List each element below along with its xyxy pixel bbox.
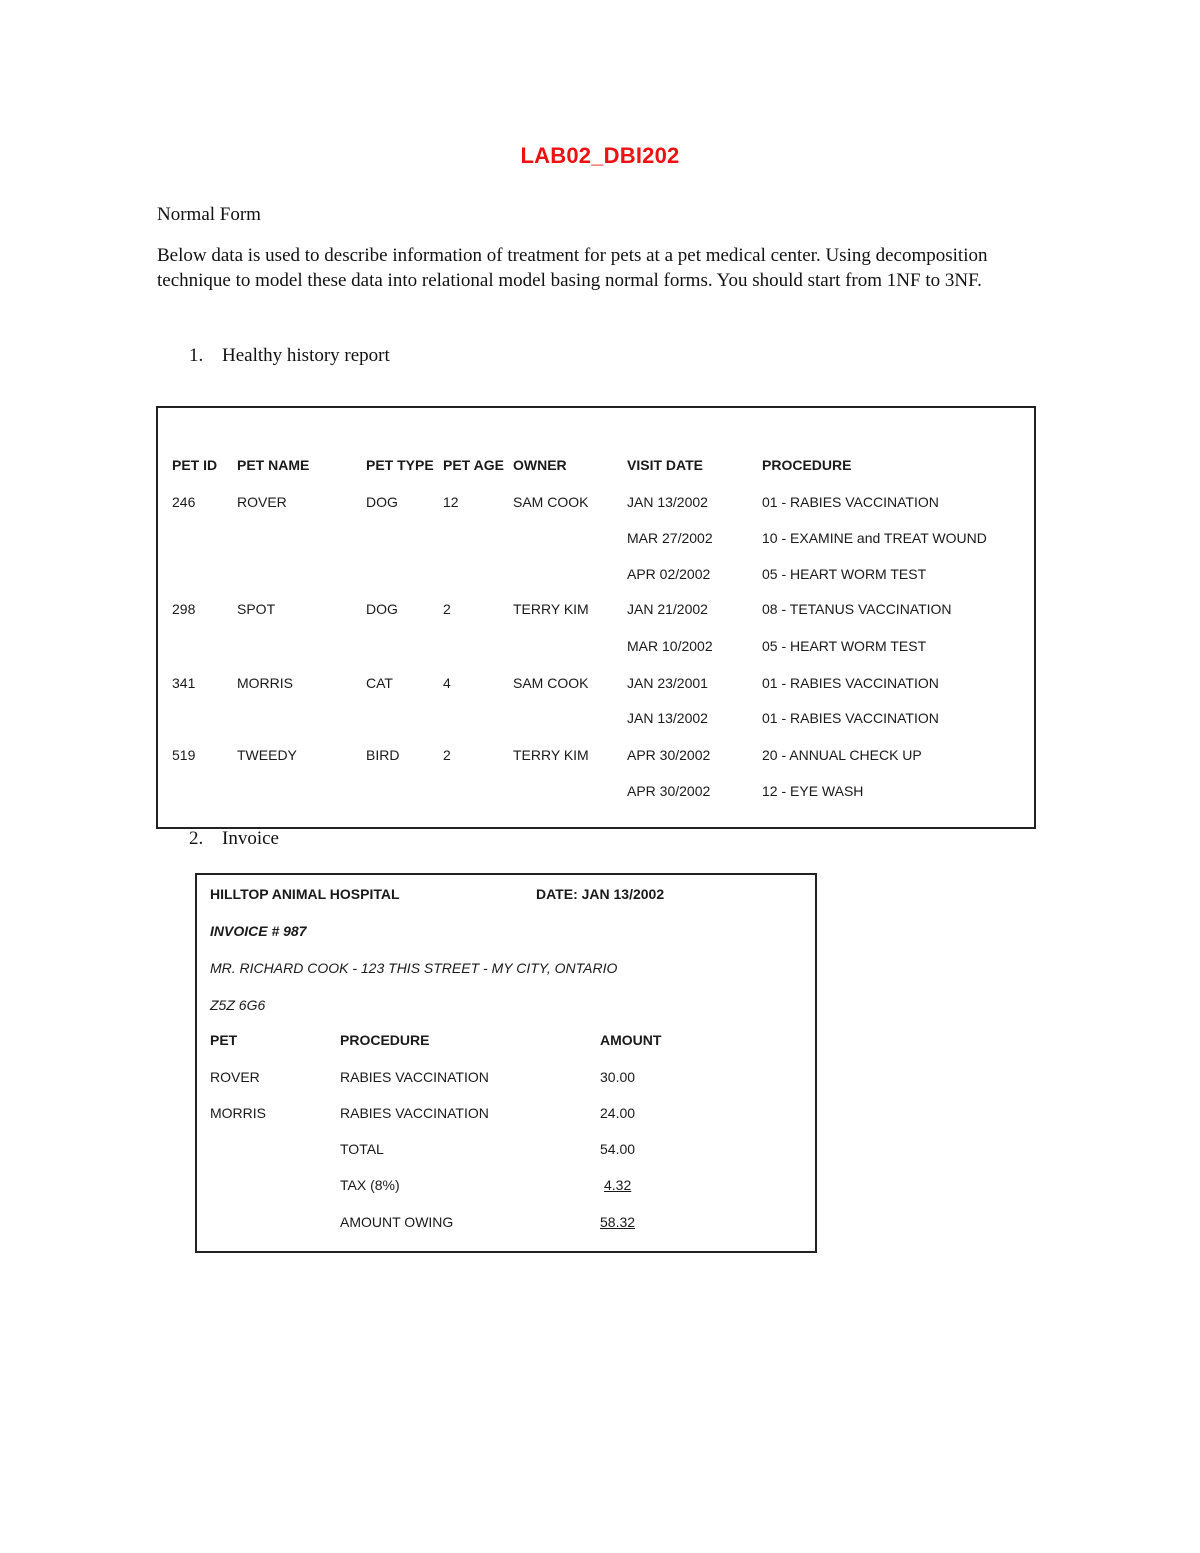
history-cell-pet-type: CAT bbox=[366, 675, 393, 691]
subtitle: Normal Form bbox=[157, 204, 261, 225]
history-cell-pet-age: 12 bbox=[443, 494, 459, 510]
history-cell-pet-name: MORRIS bbox=[237, 675, 293, 691]
history-cell-pet-name: TWEEDY bbox=[237, 747, 297, 763]
invoice-date: DATE: JAN 13/2002 bbox=[536, 886, 665, 902]
history-cell-visit-date: APR 30/2002 bbox=[627, 747, 711, 763]
history-cell-owner: TERRY KIM bbox=[513, 601, 589, 617]
history-cell-owner: TERRY KIM bbox=[513, 747, 589, 763]
invoice-item-procedure: RABIES VACCINATION bbox=[340, 1105, 489, 1121]
history-cell-visit-date: JAN 13/2002 bbox=[627, 494, 708, 510]
history-cell-visit-date: APR 02/2002 bbox=[627, 566, 711, 582]
history-cell-visit-date: APR 30/2002 bbox=[627, 783, 711, 799]
history-cell-pet-type: BIRD bbox=[366, 747, 400, 763]
history-cell-pet-age: 4 bbox=[443, 675, 451, 691]
history-cell-visit-date: JAN 21/2002 bbox=[627, 601, 708, 617]
invoice-item-procedure: RABIES VACCINATION bbox=[340, 1069, 489, 1085]
history-cell-pet-id: 246 bbox=[172, 494, 196, 510]
history-cell-procedure: 05 - HEART WORM TEST bbox=[762, 638, 927, 654]
invoice-item-amount: 30.00 bbox=[600, 1069, 636, 1085]
history-header-procedure: PROCEDURE bbox=[762, 457, 852, 473]
invoice-item-amount: 24.00 bbox=[600, 1105, 636, 1121]
history-cell-owner: SAM COOK bbox=[513, 675, 589, 691]
invoice-header-procedure: PROCEDURE bbox=[340, 1032, 430, 1048]
history-header-pet-age: PET AGE bbox=[443, 457, 504, 473]
section-label: Invoice bbox=[222, 828, 279, 849]
history-header-visit-date: VISIT DATE bbox=[627, 457, 703, 473]
intro-line-2: technique to model these data into relational model basing normal forms. You should start from 1NF to 3NF. bbox=[157, 270, 982, 291]
history-cell-owner: SAM COOK bbox=[513, 494, 589, 510]
invoice-total-label: TOTAL bbox=[340, 1141, 384, 1157]
history-cell-pet-age: 2 bbox=[443, 601, 451, 617]
invoice-owing-label: AMOUNT OWING bbox=[340, 1214, 454, 1230]
history-cell-visit-date: MAR 27/2002 bbox=[627, 530, 713, 546]
invoice-header-amount: AMOUNT bbox=[600, 1032, 662, 1048]
history-cell-procedure: 10 - EXAMINE and TREAT WOUND bbox=[762, 530, 987, 546]
section-number: 2. bbox=[189, 828, 204, 849]
history-cell-pet-id: 519 bbox=[172, 747, 196, 763]
history-cell-visit-date: MAR 10/2002 bbox=[627, 638, 713, 654]
history-cell-pet-type: DOG bbox=[366, 494, 398, 510]
invoice-owing: 58.32 bbox=[600, 1214, 636, 1230]
section-number: 1. bbox=[189, 345, 204, 366]
history-cell-procedure: 08 - TETANUS VACCINATION bbox=[762, 601, 952, 617]
invoice-address-line-1: MR. RICHARD COOK - 123 THIS STREET - MY CITY, ONTARIO bbox=[210, 960, 618, 976]
invoice-number: INVOICE # 987 bbox=[210, 923, 307, 939]
invoice-hospital-name: HILLTOP ANIMAL HOSPITAL bbox=[210, 886, 400, 902]
document-title: LAB02_DBI202 bbox=[520, 143, 680, 168]
section-label: Healthy history report bbox=[222, 345, 390, 366]
history-cell-pet-id: 298 bbox=[172, 601, 196, 617]
history-cell-pet-type: DOG bbox=[366, 601, 398, 617]
invoice-item-pet: ROVER bbox=[210, 1069, 260, 1085]
invoice-tax: 4.32 bbox=[604, 1177, 632, 1193]
invoice-item-pet: MORRIS bbox=[210, 1105, 266, 1121]
history-cell-procedure: 01 - RABIES VACCINATION bbox=[762, 675, 939, 691]
history-cell-procedure: 20 - ANNUAL CHECK UP bbox=[762, 747, 922, 763]
history-header-owner: OWNER bbox=[513, 457, 567, 473]
history-header-pet-id: PET ID bbox=[172, 457, 218, 473]
section-1-heading bbox=[189, 345, 390, 367]
invoice-address-line-2: Z5Z 6G6 bbox=[210, 997, 266, 1013]
history-cell-procedure: 01 - RABIES VACCINATION bbox=[762, 494, 939, 510]
history-cell-visit-date: JAN 13/2002 bbox=[627, 710, 708, 726]
invoice-total: 54.00 bbox=[600, 1141, 636, 1157]
intro-paragraph bbox=[157, 243, 1037, 293]
history-cell-visit-date: JAN 23/2001 bbox=[627, 675, 708, 691]
history-cell-pet-name: SPOT bbox=[237, 601, 276, 617]
history-cell-procedure: 01 - RABIES VACCINATION bbox=[762, 710, 939, 726]
history-header-pet-name: PET NAME bbox=[237, 457, 310, 473]
history-cell-pet-name: ROVER bbox=[237, 494, 287, 510]
section-2-heading bbox=[189, 828, 279, 850]
history-cell-procedure: 05 - HEART WORM TEST bbox=[762, 566, 927, 582]
history-cell-pet-id: 341 bbox=[172, 675, 196, 691]
history-cell-procedure: 12 - EYE WASH bbox=[762, 783, 864, 799]
intro-line-1: Below data is used to describe information of treatment for pets at a pet medical center. Using decomposition bbox=[157, 245, 988, 266]
invoice-tax-label: TAX (8%) bbox=[340, 1177, 400, 1193]
history-header-pet-type: PET TYPE bbox=[366, 457, 434, 473]
invoice-header-pet: PET bbox=[210, 1032, 238, 1048]
history-cell-pet-age: 2 bbox=[443, 747, 451, 763]
